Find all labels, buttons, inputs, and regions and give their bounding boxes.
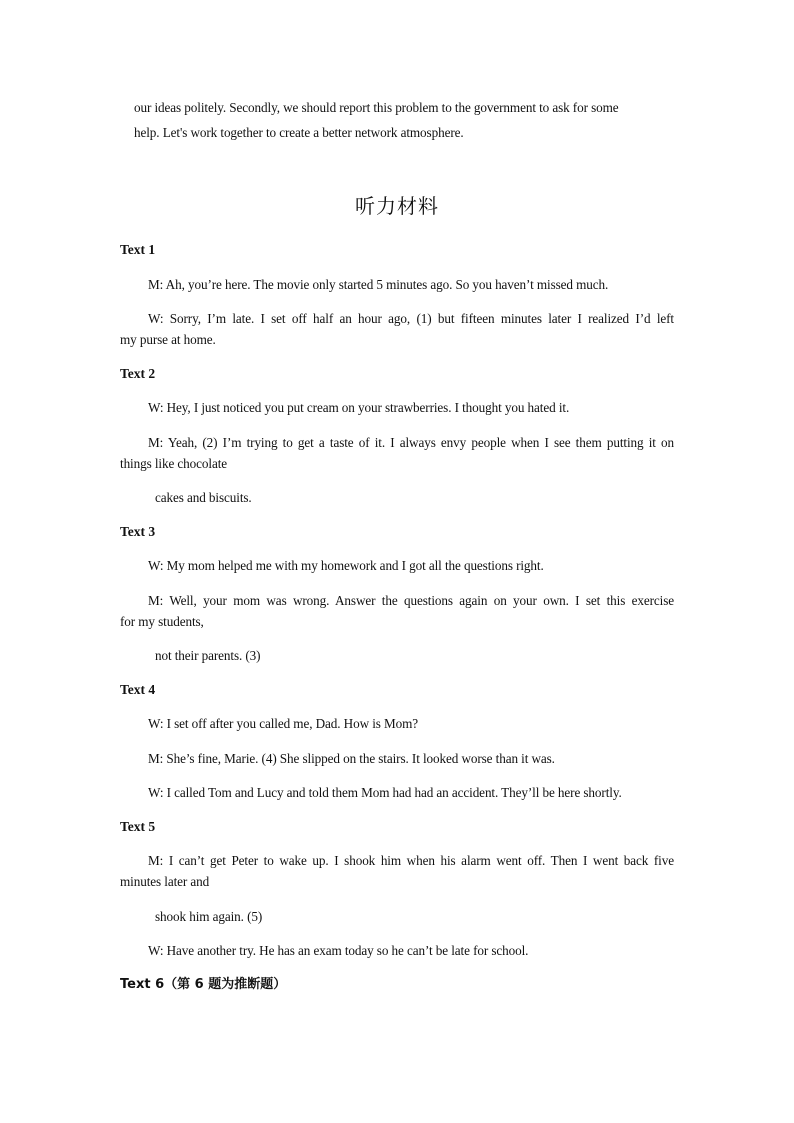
section-heading-text-2: Text 2 xyxy=(120,366,156,381)
section-heading-text-4: Text 4 xyxy=(120,682,156,697)
dialogue-line: minutes later and xyxy=(120,874,210,889)
dialogue-line: not their parents. (3) xyxy=(155,648,261,663)
intro-line-2: help. Let's work together to create a better network atmosphere. xyxy=(134,125,464,140)
dialogue-line: W: Hey, I just noticed you put cream on your strawberries. I thought you hated it. xyxy=(148,400,570,415)
dialogue-line: W: Sorry, I’m late. I set off half an hour ago, (1) but fifteen minutes later I realized I’d left xyxy=(148,311,674,326)
page-title: 听力材料 xyxy=(355,194,439,218)
section-heading-text-6: Text 6（第 6 题为推断题） xyxy=(120,977,287,992)
dialogue-line: cakes and biscuits. xyxy=(155,490,252,505)
section-heading-text-1: Text 1 xyxy=(120,242,156,257)
dialogue-line: M: Yeah, (2) I’m trying to get a taste of it. I always envy people when I see them putting it on xyxy=(148,435,674,450)
dialogue-line: for my students, xyxy=(120,614,204,629)
dialogue-line: things like chocolate xyxy=(120,456,228,471)
dialogue-line: W: Have another try. He has an exam today so he can’t be late for school. xyxy=(148,943,529,958)
dialogue-line: shook him again. (5) xyxy=(155,909,263,924)
dialogue-line: W: I set off after you called me, Dad. How is Mom? xyxy=(148,716,419,731)
dialogue-line: W: My mom helped me with my homework and I got all the questions right. xyxy=(148,558,544,573)
dialogue-line: W: I called Tom and Lucy and told them Mom had had an accident. They’ll be here shortly. xyxy=(148,785,622,800)
dialogue-line: M: I can’t get Peter to wake up. I shook him when his alarm went off. Then I went back five xyxy=(148,853,674,868)
section-heading-text-3: Text 3 xyxy=(120,524,156,539)
dialogue-line: M: Well, your mom was wrong. Answer the questions again on your own. I set this exercise xyxy=(148,593,674,608)
dialogue-line: my purse at home. xyxy=(120,332,216,347)
section-heading-text-5: Text 5 xyxy=(120,819,156,834)
dialogue-line: M: Ah, you’re here. The movie only started 5 minutes ago. So you haven’t missed much. xyxy=(148,277,609,292)
dialogue-line: M: She’s fine, Marie. (4) She slipped on the stairs. It looked worse than it was. xyxy=(148,751,555,766)
intro-line-1: our ideas politely. Secondly, we should report this problem to the government to ask for some xyxy=(134,100,619,115)
